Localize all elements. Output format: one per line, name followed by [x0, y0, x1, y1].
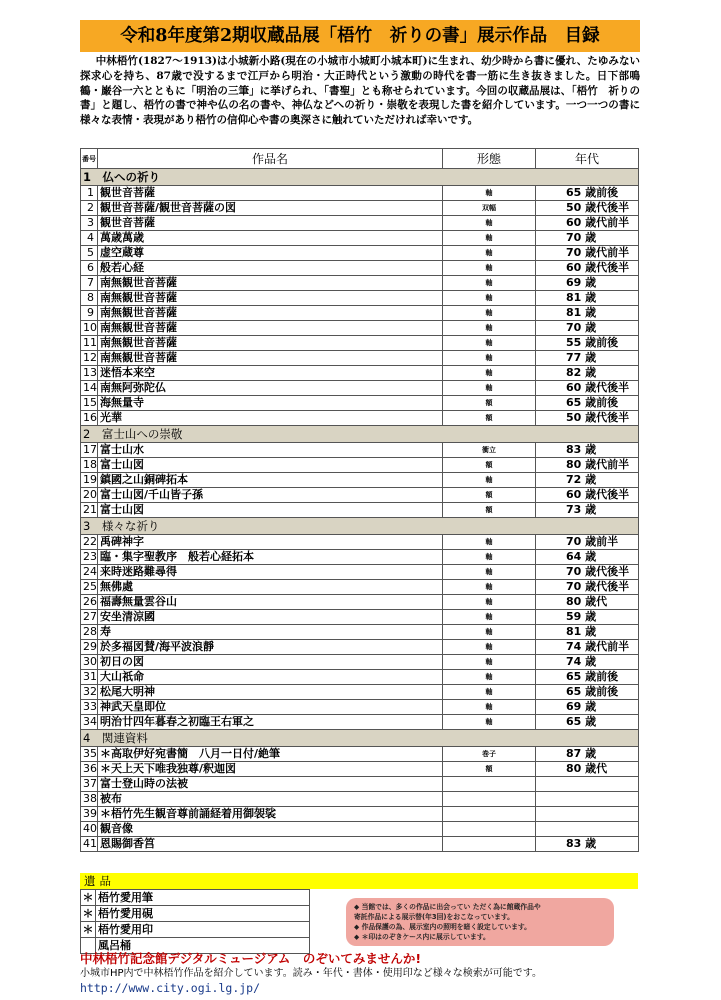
item-name: 南無観世音菩薩	[98, 291, 443, 306]
item-form: 額	[443, 396, 536, 411]
item-era: 65 歳前後	[536, 396, 639, 411]
table-row	[81, 837, 639, 852]
item-era: 72 歳	[536, 473, 639, 488]
relic-mark: ＊	[82, 891, 94, 904]
table-row	[81, 261, 639, 276]
relic-name: 梧竹愛用筆	[96, 890, 310, 906]
item-name: 初日の図	[98, 655, 443, 670]
item-number: 21	[81, 503, 98, 518]
item-number: 3	[81, 216, 98, 231]
footer	[80, 951, 542, 995]
item-number: 25	[81, 580, 98, 595]
relic-mark: ＊	[82, 923, 94, 936]
item-number: 15	[81, 396, 98, 411]
item-number: 9	[81, 306, 98, 321]
table-row	[81, 670, 639, 685]
item-era: 70 歳	[536, 231, 639, 246]
item-era: 70 歳代前半	[536, 246, 639, 261]
table-row	[81, 792, 639, 807]
item-form: 額	[443, 503, 536, 518]
table-row	[81, 655, 639, 670]
table-row	[81, 700, 639, 715]
table-row	[81, 411, 639, 426]
item-form: 軸	[443, 715, 536, 730]
item-name: 明治廿四年暮春之初臨王右軍之	[98, 715, 443, 730]
item-number: 35	[81, 747, 98, 762]
notice-line: ◆ 当館では、多くの作品に出会ってい ただく為に館蔵作品や	[354, 903, 541, 911]
item-name: 安坐清涼國	[98, 610, 443, 625]
item-name: 寿	[98, 625, 443, 640]
item-name: 来時迷路難尋得	[98, 565, 443, 580]
item-era	[536, 822, 639, 837]
table-row	[81, 443, 639, 458]
table-row	[81, 276, 639, 291]
table-row	[81, 306, 639, 321]
table-row	[81, 503, 639, 518]
table-row	[81, 550, 639, 565]
item-era: 65 歳	[536, 715, 639, 730]
item-era: 50 歳代後半	[536, 411, 639, 426]
item-form: 軸	[443, 550, 536, 565]
item-era: 69 歳	[536, 700, 639, 715]
table-row	[81, 381, 639, 396]
item-name: 鎮國之山銅碑拓本	[98, 473, 443, 488]
catalog-body	[81, 169, 639, 852]
item-number: 4	[81, 231, 98, 246]
item-form: 軸	[443, 216, 536, 231]
relic-row	[81, 890, 310, 906]
footer-description: 小城市HP内で中林梧竹作品を紹介しています。読み・年代・書体・使用印など様々な検索が可能です。	[80, 968, 542, 979]
item-name: 南無観世音菩薩	[98, 276, 443, 291]
item-form: 額	[443, 458, 536, 473]
table-row	[81, 231, 639, 246]
item-number: 5	[81, 246, 98, 261]
table-row	[81, 580, 639, 595]
table-row	[81, 396, 639, 411]
item-number: 19	[81, 473, 98, 488]
table-row	[81, 351, 639, 366]
relics-table	[80, 889, 310, 954]
item-form: 軸	[443, 625, 536, 640]
item-form: 軸	[443, 321, 536, 336]
item-name: 観世音菩薩	[98, 216, 443, 231]
relic-name: 梧竹愛用硯	[96, 906, 310, 922]
item-form: 軸	[443, 306, 536, 321]
table-row	[81, 565, 639, 580]
item-era: 65 歳前後	[536, 186, 639, 201]
item-era	[536, 777, 639, 792]
item-form: 軸	[443, 366, 536, 381]
item-form: 双幅	[443, 201, 536, 216]
item-number: 26	[81, 595, 98, 610]
item-name: 富士山図	[98, 503, 443, 518]
item-era: 65 歳前後	[536, 670, 639, 685]
item-form	[443, 777, 536, 792]
item-name: 大山祇命	[98, 670, 443, 685]
item-form: 軸	[443, 580, 536, 595]
item-number: 16	[81, 411, 98, 426]
item-form: 軸	[443, 291, 536, 306]
item-era: 60 歳代後半	[536, 488, 639, 503]
item-form: 巻子	[443, 747, 536, 762]
item-form: 軸	[443, 381, 536, 396]
table-row	[81, 366, 639, 381]
item-name: 光華	[98, 411, 443, 426]
table-row	[81, 777, 639, 792]
section-label: 2 富士山への崇敬	[81, 426, 639, 443]
header-num: 番号	[81, 149, 98, 169]
item-form: 軸	[443, 246, 536, 261]
item-name: ＊高取伊好宛書簡 八月一日付/絶筆	[98, 747, 443, 762]
table-row	[81, 762, 639, 777]
item-era: 81 歳	[536, 306, 639, 321]
item-era: 55 歳前後	[536, 336, 639, 351]
item-form: 軸	[443, 186, 536, 201]
item-form: 軸	[443, 610, 536, 625]
item-era	[536, 792, 639, 807]
table-row	[81, 336, 639, 351]
item-era: 60 歳代前半	[536, 216, 639, 231]
item-number: 27	[81, 610, 98, 625]
item-era: 74 歳	[536, 655, 639, 670]
item-form: 額	[443, 411, 536, 426]
item-form: 軸	[443, 276, 536, 291]
item-number: 40	[81, 822, 98, 837]
item-era: 80 歳代前半	[536, 458, 639, 473]
notice-line: 寄託作品による展示替(年3回)をおこなっています。	[354, 913, 514, 921]
item-era: 50 歳代後半	[536, 201, 639, 216]
catalog-table	[80, 148, 639, 852]
item-number: 10	[81, 321, 98, 336]
relic-name: 風呂桶	[96, 938, 310, 954]
item-name: 福壽無量雲谷山	[98, 595, 443, 610]
item-name: ＊天上天下唯我独尊/釈迦図	[98, 762, 443, 777]
table-row	[81, 747, 639, 762]
header-name: 作品名	[98, 149, 443, 169]
item-form: 額	[443, 488, 536, 503]
item-form: 額	[443, 762, 536, 777]
item-form: 軸	[443, 473, 536, 488]
relic-row	[81, 922, 310, 938]
item-era: 69 歳	[536, 276, 639, 291]
item-name: 迷悟本来空	[98, 366, 443, 381]
item-era: 70 歳	[536, 321, 639, 336]
item-form: 軸	[443, 655, 536, 670]
item-era: 77 歳	[536, 351, 639, 366]
item-era: 64 歳	[536, 550, 639, 565]
item-era: 80 歳代	[536, 762, 639, 777]
table-row	[81, 715, 639, 730]
item-number: 29	[81, 640, 98, 655]
relics-heading: 遺品	[80, 873, 638, 889]
item-era: 74 歳代前半	[536, 640, 639, 655]
item-era: 82 歳	[536, 366, 639, 381]
header-form: 形態	[443, 149, 536, 169]
item-era: 73 歳	[536, 503, 639, 518]
item-name: 南無観世音菩薩	[98, 351, 443, 366]
item-name: 南無阿弥陀仏	[98, 381, 443, 396]
item-name: 松尾大明神	[98, 685, 443, 700]
table-row	[81, 321, 639, 336]
table-row	[81, 216, 639, 231]
section-label: 1 仏への祈り	[81, 169, 639, 186]
item-name: 富士山図/千山皆子孫	[98, 488, 443, 503]
item-number: 30	[81, 655, 98, 670]
item-number: 18	[81, 458, 98, 473]
item-form: 軸	[443, 261, 536, 276]
table-row	[81, 625, 639, 640]
item-name: 虚空蔵尊	[98, 246, 443, 261]
item-name: 観世音菩薩	[98, 186, 443, 201]
table-row	[81, 822, 639, 837]
table-row	[81, 473, 639, 488]
item-name: 観音像	[98, 822, 443, 837]
item-number: 24	[81, 565, 98, 580]
table-row	[81, 458, 639, 473]
item-era: 83 歳	[536, 837, 639, 852]
item-number: 12	[81, 351, 98, 366]
item-number: 32	[81, 685, 98, 700]
item-number: 33	[81, 700, 98, 715]
item-form: 軸	[443, 670, 536, 685]
item-name: 観世音菩薩/観世音菩薩の図	[98, 201, 443, 216]
item-era: 81 歳	[536, 291, 639, 306]
table-row	[81, 807, 639, 822]
item-name: 恩賜御香筥	[98, 837, 443, 852]
item-name: 無佛處	[98, 580, 443, 595]
table-row	[81, 595, 639, 610]
table-row	[81, 246, 639, 261]
relic-name: 梧竹愛用印	[96, 922, 310, 938]
item-form: 軸	[443, 336, 536, 351]
table-row	[81, 186, 639, 201]
section-row	[81, 426, 639, 443]
table-row	[81, 291, 639, 306]
item-era: 87 歳	[536, 747, 639, 762]
item-name: ＊梧竹先生観音尊前誦経着用御袈裟	[98, 807, 443, 822]
item-era: 81 歳	[536, 625, 639, 640]
item-name: 南無観世音菩薩	[98, 321, 443, 336]
item-form: 衝立	[443, 443, 536, 458]
section-label: 4 関連資料	[81, 730, 639, 747]
intro-text: 中林梧竹(1827〜1913)は小城新小路(現在の小城市小城町小城本町)に生まれ、幼少時から書に優れ、たゆみない探求心を持ち、87歳で没するまで江戸から明治・大正時代という激動の時代を書一筋に生き抜きました。日下部鳴鶴・巌谷一六とともに「明治の三筆」に挙げられ、「書聖」とも称せられています。今回の収蔵品展は、「梧竹 祈りの書」と題し、梧竹の書で神や仏の名の書や、神仏などへの祈り・崇敬を表現した書を紹介しています。一つ一つの書に様々な表情・表現があり梧竹の信仰心や書の奥深さに触れていただければ幸いです。	[80, 55, 640, 127]
item-era	[536, 807, 639, 822]
item-number: 36	[81, 762, 98, 777]
item-number: 8	[81, 291, 98, 306]
item-number: 6	[81, 261, 98, 276]
item-number: 31	[81, 670, 98, 685]
item-number: 2	[81, 201, 98, 216]
item-form: 軸	[443, 700, 536, 715]
item-era: 60 歳代後半	[536, 381, 639, 396]
item-name: 禹碑神字	[98, 535, 443, 550]
item-number: 17	[81, 443, 98, 458]
item-number: 39	[81, 807, 98, 822]
item-form: 軸	[443, 231, 536, 246]
item-era: 65 歳前後	[536, 685, 639, 700]
item-number: 38	[81, 792, 98, 807]
item-name: 富士登山時の法被	[98, 777, 443, 792]
page-title: 令和8年度第2期収蔵品展「梧竹 祈りの書」展示作品 目録	[80, 20, 640, 52]
item-form	[443, 837, 536, 852]
section-label: 3 様々な祈り	[81, 518, 639, 535]
relic-row	[81, 906, 310, 922]
item-number: 41	[81, 837, 98, 852]
item-number: 13	[81, 366, 98, 381]
item-name: 南無観世音菩薩	[98, 336, 443, 351]
item-era: 60 歳代後半	[536, 261, 639, 276]
item-name: 於多福図賛/海平波浪靜	[98, 640, 443, 655]
table-row	[81, 535, 639, 550]
item-form: 軸	[443, 685, 536, 700]
item-form	[443, 792, 536, 807]
item-name: 南無観世音菩薩	[98, 306, 443, 321]
section-row	[81, 518, 639, 535]
relic-mark: ＊	[82, 907, 94, 920]
section-row	[81, 730, 639, 747]
item-form	[443, 807, 536, 822]
item-name: 神武天皇即位	[98, 700, 443, 715]
item-number: 22	[81, 535, 98, 550]
item-era: 83 歳	[536, 443, 639, 458]
notice-box	[346, 898, 614, 946]
item-name: 臨・集字聖教序 般若心経拓本	[98, 550, 443, 565]
item-form: 軸	[443, 640, 536, 655]
item-number: 7	[81, 276, 98, 291]
item-number: 1	[81, 186, 98, 201]
item-form: 軸	[443, 565, 536, 580]
item-number: 14	[81, 381, 98, 396]
table-row	[81, 640, 639, 655]
item-name: 被布	[98, 792, 443, 807]
item-form: 軸	[443, 595, 536, 610]
item-era: 59 歳	[536, 610, 639, 625]
item-number: 28	[81, 625, 98, 640]
footer-url-link[interactable]: http://www.city.ogi.lg.jp/	[80, 981, 261, 995]
notice-line: ◆ ＊印はのぞきケース内に展示しています。	[354, 933, 490, 941]
item-era: 70 歳前半	[536, 535, 639, 550]
item-name: 海無量寺	[98, 396, 443, 411]
item-name: 富士山水	[98, 443, 443, 458]
table-row	[81, 201, 639, 216]
item-number: 37	[81, 777, 98, 792]
item-name: 般若心経	[98, 261, 443, 276]
section-row	[81, 169, 639, 186]
header-era: 年代	[536, 149, 639, 169]
item-number: 11	[81, 336, 98, 351]
item-era: 70 歳代後半	[536, 580, 639, 595]
footer-promo: 中林梧竹記念館デジタルミュージアム のぞいてみませんか!	[80, 951, 422, 966]
item-number: 20	[81, 488, 98, 503]
item-era: 80 歳代	[536, 595, 639, 610]
table-row	[81, 610, 639, 625]
item-form: 軸	[443, 351, 536, 366]
notice-line: ◆ 作品保護の為、展示室内の照明を暗く設定しています。	[354, 923, 531, 931]
item-era: 70 歳代後半	[536, 565, 639, 580]
table-row	[81, 488, 639, 503]
item-name: 富士山図	[98, 458, 443, 473]
item-form	[443, 822, 536, 837]
table-row	[81, 685, 639, 700]
item-form: 軸	[443, 535, 536, 550]
item-name: 萬歳萬歳	[98, 231, 443, 246]
item-number: 34	[81, 715, 98, 730]
item-number: 23	[81, 550, 98, 565]
table-header-row	[81, 149, 639, 169]
